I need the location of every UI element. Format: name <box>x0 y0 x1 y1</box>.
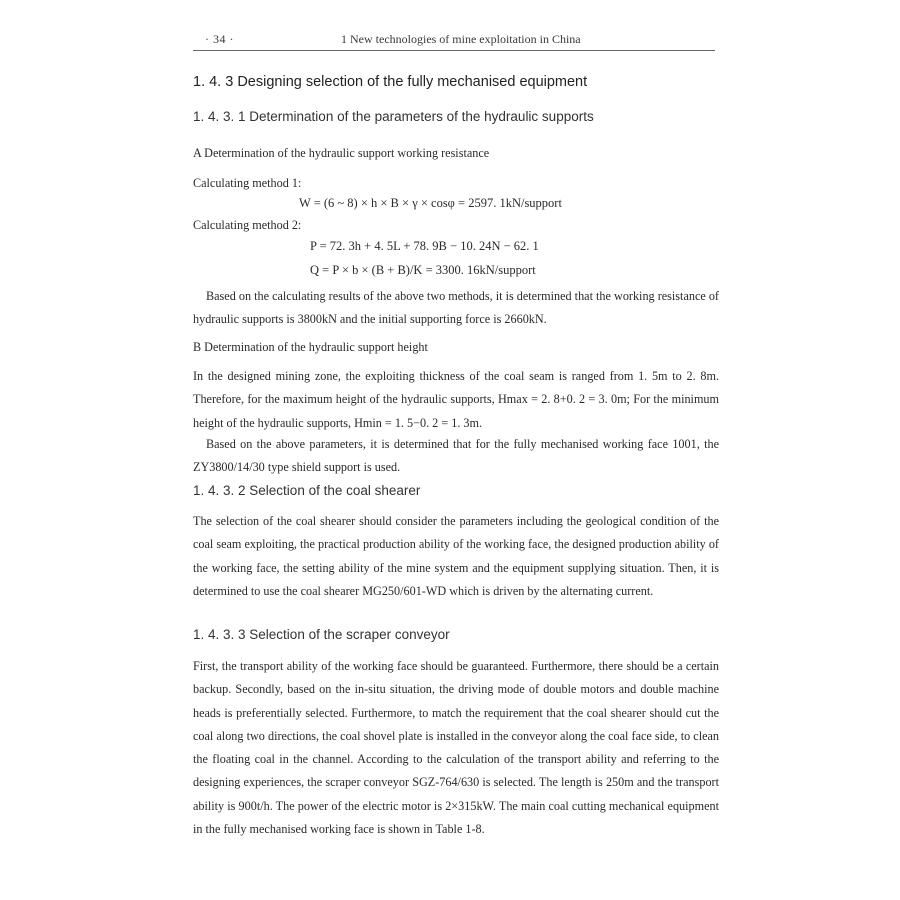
subsection-heading-1: 1. 4. 3. 1 Determination of the parameters of the hydraulic supports <box>193 109 594 124</box>
subsection-heading-3: 1. 4. 3. 3 Selection of the scraper conveyor <box>193 627 450 642</box>
equation-method2-resistance-text: Q = P × b × (B + B)/K = 3300. 16kN/support <box>310 263 536 277</box>
equation-method2-pressure-text: P = 72. 3h + 4. 5L + 78. 9B − 10. 24N − 62. 1 <box>310 239 539 253</box>
support-height-paragraph: In the designed mining zone, the exploiting thickness of the coal seam is ranged from 1. 5m to 2. 8m. Therefore, for the maximum height of the hydraulic supports, Hmax = 2. 8+0. 2 = 3. 0m; For the minimum height of the hydraulic supports, Hmin = 1. 5−0. 2 = 1. 3m. <box>193 369 719 430</box>
running-header <box>193 30 715 50</box>
shield-support-paragraph: Based on the above parameters, it is determined that for the fully mechanised working face 1001, the ZY3800/14/30 type shield support is used. <box>193 437 719 475</box>
subsection-heading-2: 1. 4. 3. 2 Selection of the coal shearer <box>193 483 421 498</box>
part-a-heading: A Determination of the hydraulic support working resistance <box>193 146 490 160</box>
section-heading: 1. 4. 3 Designing selection of the fully mechanised equipment <box>193 74 588 90</box>
header-rule <box>193 50 715 51</box>
part-b-heading: B Determination of the hydraulic support height <box>193 340 428 354</box>
method1-label: Calculating method 1: <box>193 176 302 190</box>
scraper-conveyor-paragraph: First, the transport ability of the working face should be guaranteed. Furthermore, there should be a certain backup. Secondly, based on the in-situ situation, the driving mode of double motors and double machine heads is preferentially selected. Furthermore, to match the requirement that the coal shearer should cut the coal along two directions, the coal shovel plate is installed in the conveyor along the coal face side, to clean the floating coal in the channel. According to the calculation of the transport ability and referring to the designing experiences, the scraper conveyor SGZ-764/630 is selected. The length is 250m and the transport ability is 900t/h. The power of the electric motor is 2×315kW. The main coal cutting mechanical equipment in the fully mechanised working face is shown in Table 1-8. <box>193 659 719 837</box>
conclusion-paragraph: Based on the calculating results of the above two methods, it is determined that the working resistance of hydraulic supports is 3800kN and the initial supporting force is 2660kN. <box>193 289 719 327</box>
running-title: 1 New technologies of mine exploitation in China <box>341 32 581 46</box>
equation-method1-text: W = (6 ~ 8) × h × B × γ × cosφ = 2597. 1kN/support <box>299 196 562 210</box>
equation-method1 <box>299 196 562 211</box>
method2-label: Calculating method 2: <box>193 218 302 232</box>
equation-method2-pressure <box>310 239 539 254</box>
equation-method2-resistance <box>310 263 536 278</box>
page-number: · 34 · <box>205 32 234 46</box>
coal-shearer-paragraph: The selection of the coal shearer should consider the parameters including the geological condition of the coal seam exploiting, the practical production ability of the working face, the designed production ability of the working face, the setting ability of the mine system and the equipment supplying situation. Then, it is determined to use the coal shearer MG250/601-WD which is driven by the alternating current. <box>193 514 719 598</box>
